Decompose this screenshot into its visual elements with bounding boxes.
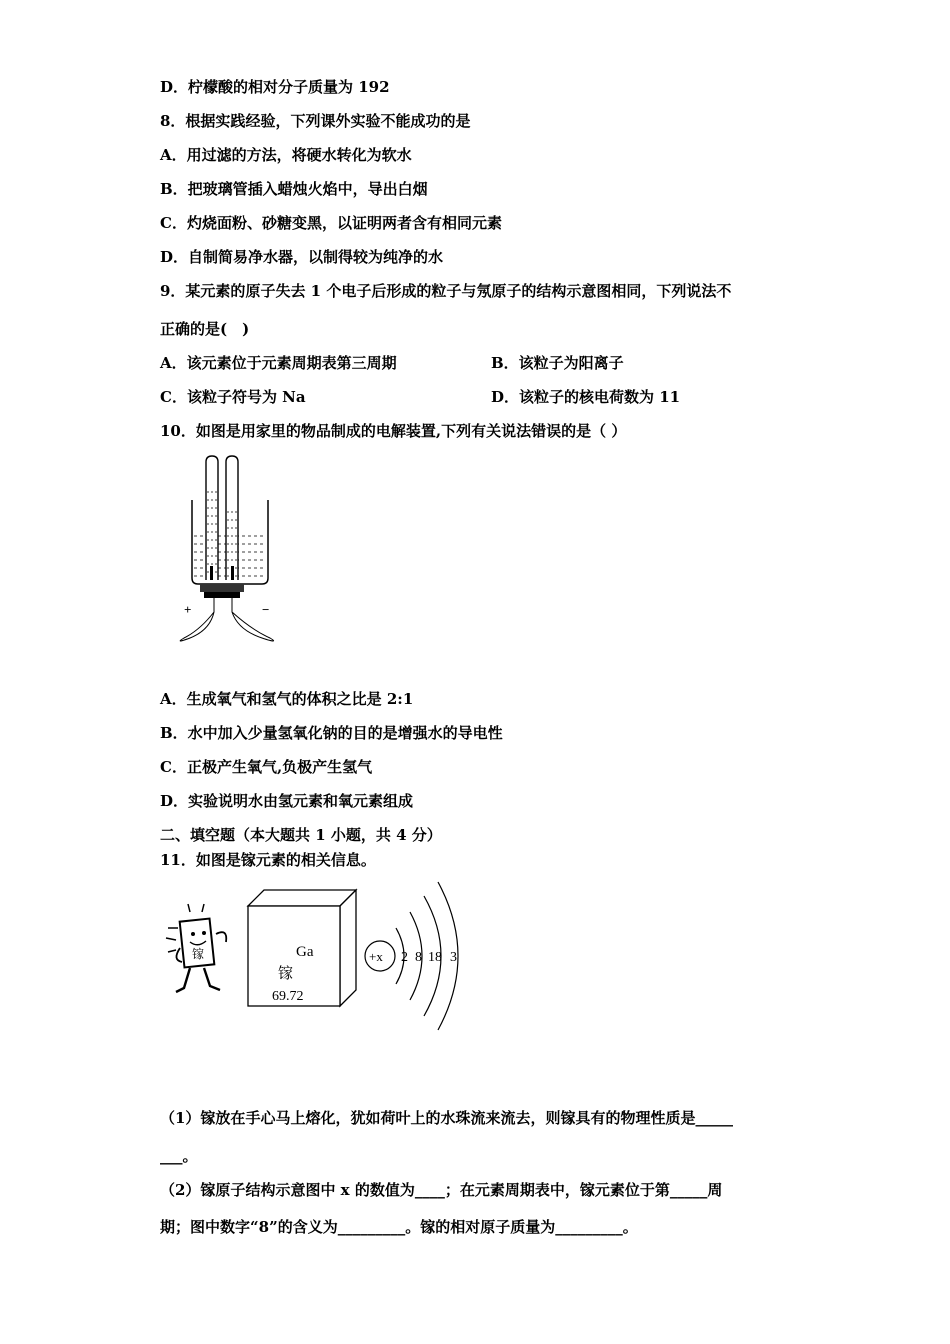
q9-option-a: A．该元素位于元素周期表第三周期: [160, 354, 397, 372]
q11-part1-line1: （1）镓放在手心马上熔化，犹如荷叶上的水珠流来流去，则镓具有的物理性质是_____: [160, 1109, 733, 1127]
q11-part1-line2: ___。: [160, 1147, 198, 1165]
q8-option-b: B．把玻璃管插入蜡烛火焰中，导出白烟: [160, 180, 428, 198]
q10-option-d: D．实验说明水由氢元素和氧元素组成: [160, 792, 414, 810]
cartoon-character-icon: [166, 904, 226, 992]
q10-option-b: B．水中加入少量氢氧化钠的目的是增强水的导电性: [160, 724, 503, 742]
cartoon-label: 镓: [192, 947, 205, 961]
q8-option-d: D．自制简易净水器，以制得较为纯净的水: [160, 248, 444, 266]
q10-stem: 10．如图是用家里的物品制成的电解装置,下列有关说法错误的是（ ）: [160, 422, 627, 440]
q9-stem-line1: 9．某元素的原子失去 1 个电子后形成的粒子与氖原子的结构示意图相同，下列说法不: [160, 282, 732, 300]
q7-option-d: D．柠檬酸的相对分子质量为 192: [160, 78, 390, 96]
q9-option-c: C．该粒子符号为 Na: [160, 388, 306, 406]
negative-terminal-label: −: [262, 602, 270, 617]
shell-1-electrons: 2: [401, 950, 408, 965]
section-title: 二、填空题（本大题共 1 小题，共 4 分）: [160, 826, 442, 844]
q10-option-c: C．正极产生氧气,负极产生氢气: [160, 758, 373, 776]
q9-option-b: B．该粒子为阳离子: [491, 354, 624, 372]
shell-3-electrons: 18: [428, 950, 442, 965]
gallium-info-figure: [160, 876, 470, 1036]
element-name: 镓: [278, 966, 294, 982]
shell-4-electrons: 3: [450, 950, 457, 965]
q11-stem: 11．如图是镓元素的相关信息。: [160, 851, 376, 869]
nucleus-charge: +x: [369, 949, 383, 964]
element-atomic-mass: 69.72: [272, 989, 304, 1004]
q8-option-c: C．灼烧面粉、砂糖变黑，以证明两者含有相同元素: [160, 214, 502, 232]
q8-option-a: A．用过滤的方法，将硬水转化为软水: [160, 146, 412, 164]
shell-2-electrons: 8: [415, 950, 422, 965]
element-symbol: Ga: [296, 944, 314, 960]
q10-option-a: A．生成氧气和氢气的体积之比是 2:1: [160, 690, 414, 708]
q9-option-d: D．该粒子的核电荷数为 11: [491, 388, 681, 406]
element-cell-box: [248, 890, 356, 1006]
atomic-structure-diagram: [365, 882, 458, 1030]
q9-stem-line2: 正确的是( ): [160, 320, 250, 338]
q11-part2-line1: （2）镓原子结构示意图中 x 的数值为____；在元素周期表中，镓元素位于第_____周: [160, 1181, 723, 1199]
q8-stem: 8．根据实践经验，下列课外实验不能成功的是: [160, 112, 471, 130]
q11-part2-line2: 期；图中数字“8”的含义为_________。镓的相对原子质量为_________。: [160, 1218, 638, 1236]
positive-terminal-label: +: [184, 602, 192, 617]
electrolysis-apparatus-figure: [170, 452, 290, 652]
